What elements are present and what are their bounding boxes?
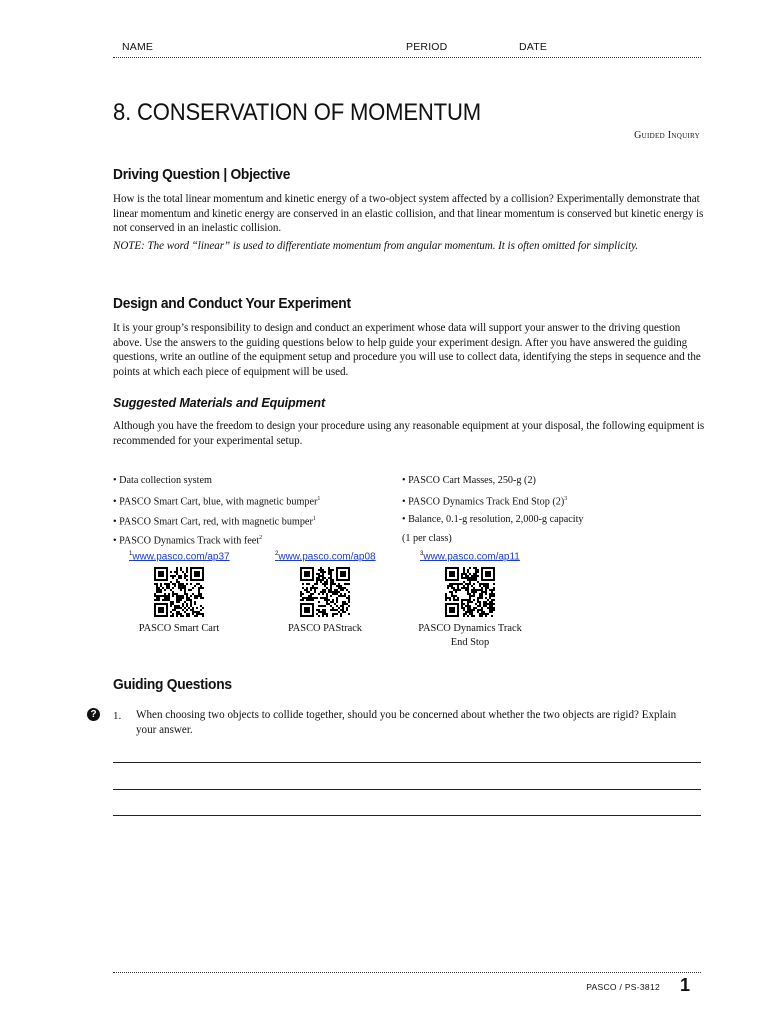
qr-caption: PASCO Dynamics Track End Stop (418, 623, 522, 648)
qr-caption: PASCO Smart Cart (138, 623, 220, 635)
heading-driving-question: Driving Question | Objective (113, 166, 291, 183)
driving-note: NOTE: The word “linear” is used to differentiate momentum from angular momentum. It is often omitted for simplicity. (113, 239, 639, 252)
link-pastrack[interactable] (275, 551, 395, 562)
materials-item-text: • Balance, 0.1-g resolution, 2,000-g capacity (402, 513, 584, 525)
answer-line[interactable] (113, 789, 701, 790)
footer-rule (113, 972, 701, 973)
footnote-mark: 3 (564, 496, 568, 503)
link-text: www.pasco.com/ap37 (132, 551, 230, 563)
materials-item (402, 532, 452, 545)
footnote-mark: 1 (129, 551, 133, 557)
qr-caption: PASCO PAStrack (287, 623, 362, 635)
footnote-mark: 2 (275, 551, 279, 557)
materials-item-text: (1 per class) (402, 532, 452, 544)
qr-block-pastrack (255, 551, 395, 636)
question-icon: ? (87, 708, 100, 721)
driving-body (113, 192, 705, 253)
qr-code-icon (445, 567, 495, 617)
materials-item (113, 493, 320, 508)
materials-item-text: • PASCO Smart Cart, red, with magnetic bumper (113, 515, 313, 527)
period-label: PERIOD (406, 41, 448, 53)
question-text: When choosing two objects to collide together, should you be concerned about whether the two objects are rigid? Explain your answer. (136, 709, 677, 736)
materials-item (113, 474, 212, 487)
footer-brand: PASCO / PS-3812 (586, 982, 660, 992)
answer-line[interactable] (113, 815, 701, 816)
heading-materials: Suggested Materials and Equipment (113, 396, 326, 410)
footnote-mark: 2 (259, 534, 263, 541)
materials-item (402, 493, 567, 508)
materials-item-text: • PASCO Cart Masses, 250-g (2) (402, 475, 536, 486)
heading-guiding-questions: Guiding Questions (113, 676, 232, 693)
question-number: 1. (113, 710, 122, 722)
materials-item (113, 513, 316, 528)
footnote-mark: 1 (312, 515, 316, 522)
name-label: NAME (122, 41, 154, 53)
driving-text: How is the total linear momentum and kinetic energy of a two-object system affected by a collision? Experimentally demonstrate that linear momentum and kinetic energy are conserved in an elastic collision, and that linear momentum is conserved but kinetic energy is not conserved in an inelastic collision. (113, 193, 704, 235)
link-smart-cart[interactable] (129, 551, 249, 562)
heading-design: Design and Conduct Your Experiment (113, 295, 351, 312)
materials-item-text: • PASCO Dynamics Track with feet (113, 535, 260, 547)
header-rule (113, 57, 701, 58)
page-title: 8. CONSERVATION OF MOMENTUM (113, 99, 481, 126)
materials-item (113, 532, 262, 547)
materials-body: Although you have the freedom to design your procedure using any reasonable equipment at your disposal, the following equipment is recommended for your experimental setup. (113, 420, 705, 447)
link-end-stop[interactable] (420, 551, 540, 562)
materials-item-text: • PASCO Smart Cart, blue, with magnetic bumper (113, 496, 318, 508)
link-text: www.pasco.com/ap11 (423, 551, 520, 563)
qr-block-end-stop (400, 551, 540, 649)
footnote-mark: 1 (317, 496, 321, 503)
materials-item-text: • Data collection system (113, 475, 212, 486)
date-label: DATE (519, 41, 548, 53)
design-body: It is your group’s responsibility to design and conduct an experiment whose data will support your answer to the driving question above. Use the answers to the guiding questions below to help guide your experiment design. After you have answered the guiding questions, write an outline of the equipment setup and procedure you will use to collect data, identifying the steps in sequence and the points at which each piece of equipment will be used. (113, 322, 701, 378)
qr-block-smart-cart (109, 551, 249, 636)
materials-item-text: • PASCO Dynamics Track End Stop (2) (402, 496, 565, 508)
materials-item (402, 513, 584, 526)
qr-code-icon (300, 567, 350, 617)
subtitle-guided-inquiry: Guided Inquiry (634, 130, 700, 141)
answer-line[interactable] (113, 762, 701, 763)
qr-code-icon (154, 567, 204, 617)
footnote-mark: 3 (420, 551, 424, 557)
link-text: www.pasco.com/ap08 (278, 551, 376, 563)
materials-item (402, 474, 536, 487)
page-number: 1 (679, 975, 690, 995)
